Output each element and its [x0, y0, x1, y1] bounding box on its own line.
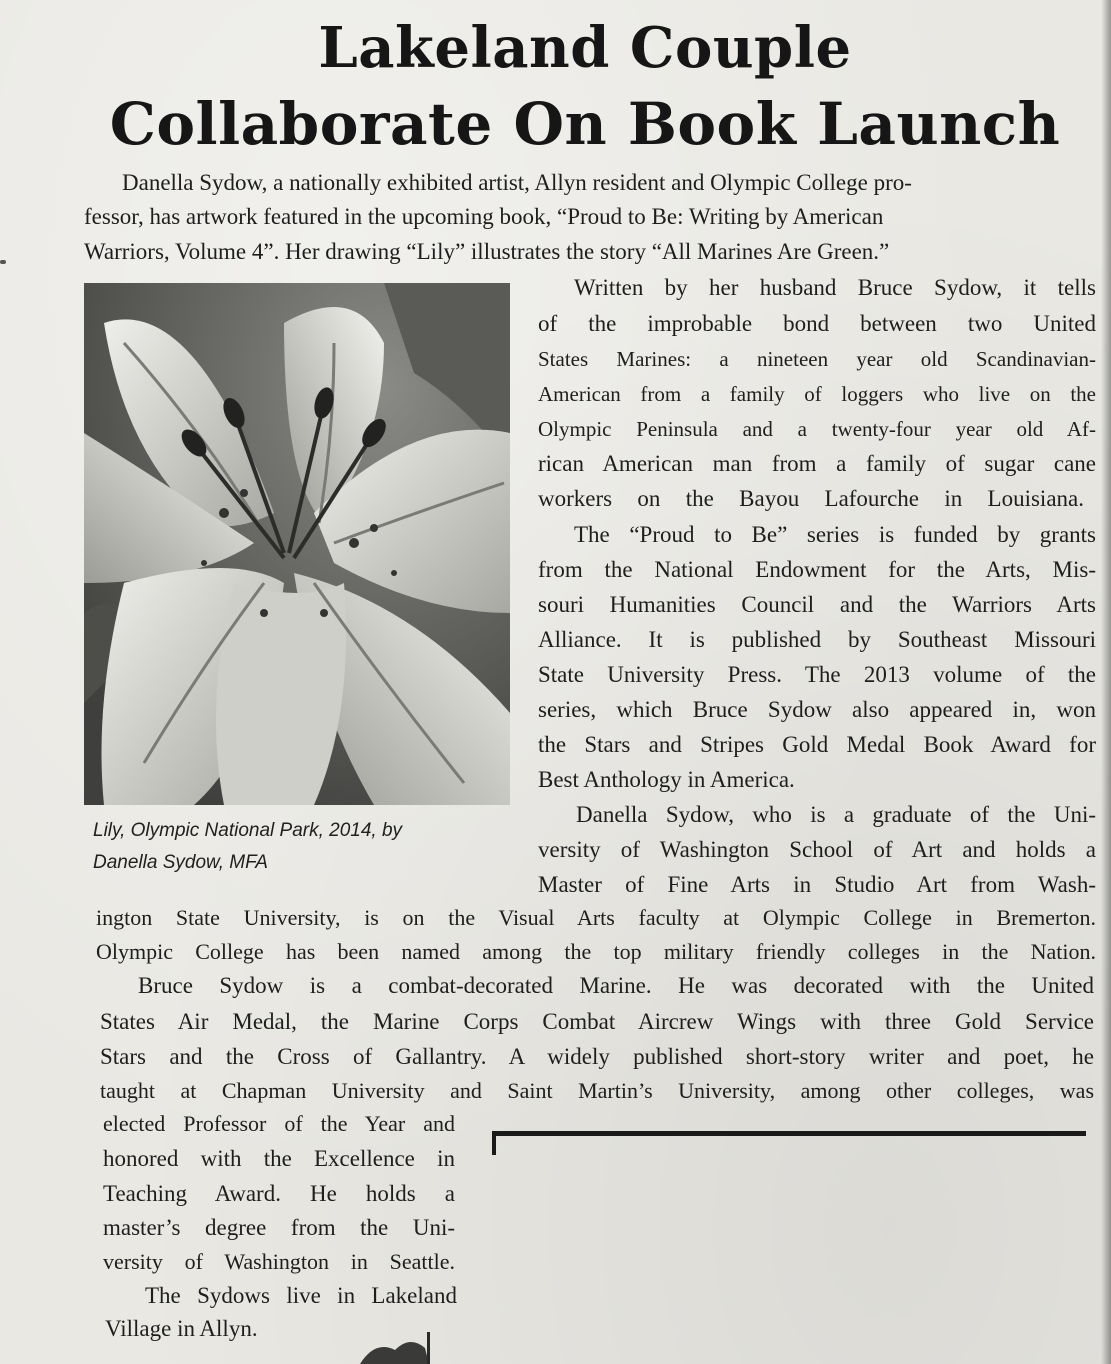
column-line: from the National Endowment for the Arts, Mis- — [538, 557, 1096, 582]
column-line: The “Proud to Be” series is funded by grants — [574, 522, 1096, 547]
narrow-column-line: versity of Washington in Seattle. — [103, 1249, 455, 1274]
column-line: State University Press. The 2013 volume of the — [538, 662, 1096, 687]
column-line: Alliance. It is published by Southeast Missouri — [538, 627, 1096, 652]
body-line: ington State University, is on the Visual Arts faculty at Olympic College in Bremerton. — [96, 905, 1096, 930]
body-line: taught at Chapman University and Saint Martin’s University, among other colleges, was — [100, 1078, 1094, 1103]
body-line: Stars and the Cross of Gallantry. A widely published short-story writer and poet, he — [100, 1044, 1094, 1069]
column-line: workers on the Bayou Lafourche in Louisiana. — [538, 486, 1084, 511]
column-line: series, which Bruce Sydow also appeared in, won — [538, 697, 1096, 722]
narrow-column-line: honored with the Excellence in — [103, 1146, 455, 1171]
intro-line: Warriors, Volume 4”. Her drawing “Lily” illustrates the story “All Marines Are Green.” — [84, 239, 890, 264]
lily-flower-illustration — [84, 283, 510, 805]
narrow-column-line: master’s degree from the Uni- — [103, 1215, 455, 1240]
column-line: of the improbable bond between two United — [538, 311, 1096, 336]
column-line: Best Anthology in America. — [538, 767, 795, 792]
column-line: States Marines: a nineteen year old Scandinavian- — [538, 347, 1096, 371]
lily-drawing-image — [84, 283, 510, 805]
column-line: versity of Washington School of Art and holds a — [538, 837, 1096, 862]
intro-line: fessor, has artwork featured in the upcoming book, “Proud to Be: Writing by American — [84, 204, 884, 229]
column-line: rican American man from a family of sugar cane — [538, 451, 1096, 476]
column-line: Master of Fine Arts in Studio Art from Wash- — [538, 872, 1096, 897]
body-line: Olympic College has been named among the top military friendly colleges in the Nation. — [96, 939, 1096, 964]
narrow-column-line: elected Professor of the Year and — [103, 1111, 455, 1136]
column-line: Danella Sydow, who is a graduate of the Uni- — [576, 802, 1096, 827]
narrow-column-line: Teaching Award. He holds a — [103, 1181, 455, 1206]
headline-line-2: Collaborate On Book Launch — [109, 90, 1061, 158]
headline-line-1: Lakeland Couple — [318, 15, 852, 81]
section-divider-rule — [492, 1131, 1086, 1136]
column-line: souri Humanities Council and the Warriors Arts — [538, 592, 1096, 617]
column-line: Written by her husband Bruce Sydow, it tells — [574, 275, 1096, 300]
column-line: American from a family of loggers who live on the — [538, 382, 1096, 406]
body-line: Bruce Sydow is a combat-decorated Marine. He was decorated with the United — [138, 973, 1094, 998]
photo-caption-line: Lily, Olympic National Park, 2014, by — [93, 820, 403, 841]
section-divider-tick — [492, 1131, 496, 1155]
body-line: States Air Medal, the Marine Corps Combat Aircrew Wings with three Gold Service — [100, 1009, 1094, 1034]
column-line: Olympic Peninsula and a twenty-four year old Af- — [538, 417, 1096, 441]
stray-ink-mark — [0, 260, 6, 264]
narrow-column-line: Village in Allyn. — [105, 1316, 258, 1341]
photo-caption-line: Danella Sydow, MFA — [93, 852, 268, 873]
intro-line: Danella Sydow, a nationally exhibited artist, Allyn resident and Olympic College pro- — [122, 170, 912, 195]
column-line: the Stars and Stripes Gold Medal Book Award for — [538, 732, 1096, 757]
page-edge-shadow — [1101, 0, 1111, 1364]
narrow-column-line: The Sydows live in Lakeland — [145, 1283, 457, 1308]
next-article-art-fragment — [355, 1330, 445, 1364]
